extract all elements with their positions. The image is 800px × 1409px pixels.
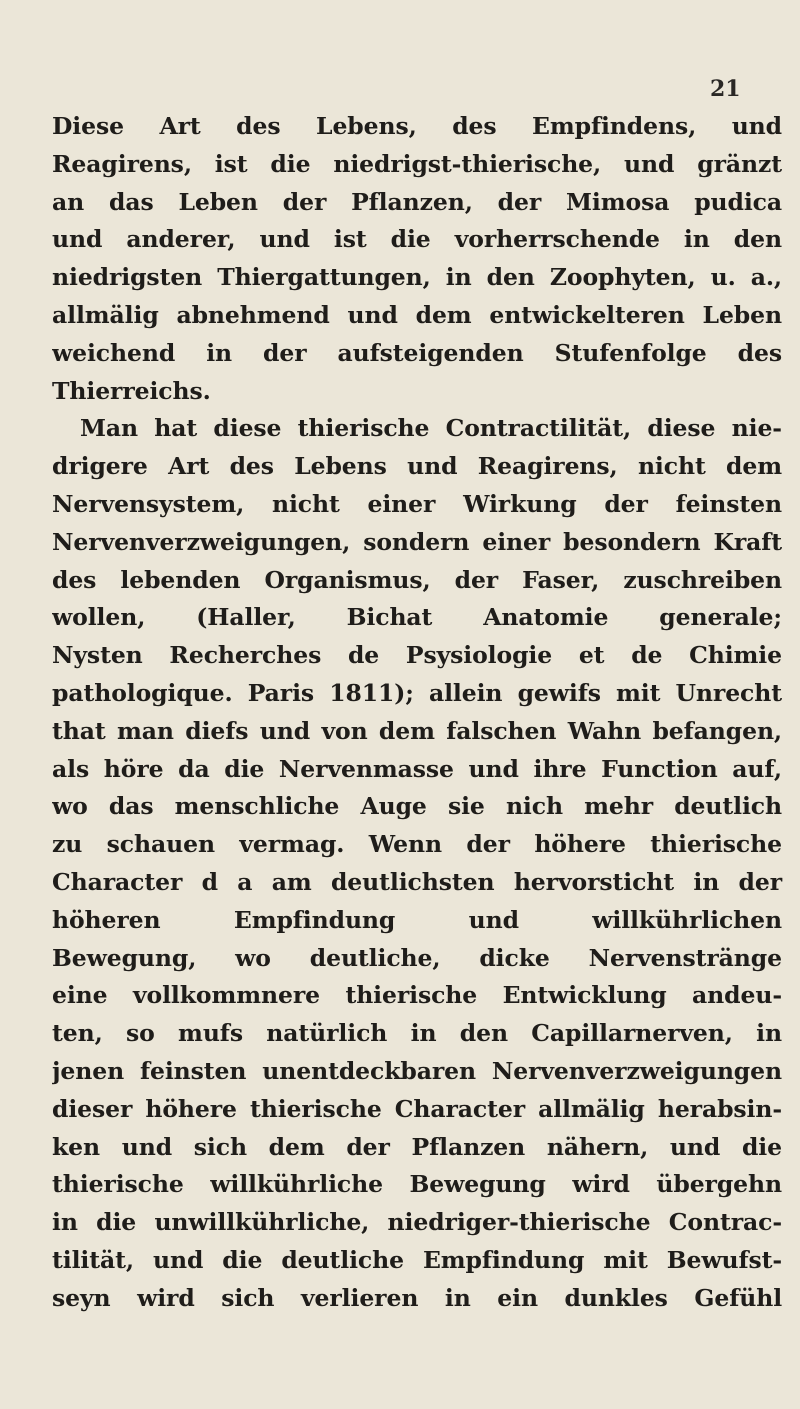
text-line [52,788,790,826]
text-line-content: ten, so mufs natürlich in den Capillarnerven, in [52,1019,782,1048]
text-line [52,599,790,637]
text-line-content: eine vollkommnere thierische Entwicklung andeu- [52,981,782,1010]
text-line [52,335,790,373]
text-line [52,184,790,222]
text-line-content: Reagirens, ist die niedrigst-thierische, und gränzt [52,149,782,178]
text-line [52,1053,790,1091]
text-line [52,1204,790,1242]
text-line [52,637,790,675]
text-line-content: seyn wird sich verlieren in ein dunkles Gefühl [52,1283,783,1312]
text-line [52,1166,790,1204]
text-line-content: tilität, und die deutliche Empfindung mit Bewufst- [52,1245,783,1274]
text-line [52,486,790,524]
text-line [52,1280,790,1318]
text-line [52,1242,790,1280]
text-line-content: an das Leben der Pflanzen, der Mimosa pudica [52,187,783,216]
text-line [52,940,790,978]
text-line-content: pathologique. Paris 1811); allein gewifs mit Unrecht [52,678,782,707]
text-line-content: Man hat diese thierische Contractilität, diese nie- [80,414,782,443]
text-line-content: Nervensystem, nicht einer Wirkung der feinsten [52,489,782,518]
text-line-content: Thierreichs. [52,376,211,405]
text-line-content: niedrigsten Thiergattungen, in den Zoophyten, u. a., [52,263,783,292]
text-line-content: jenen feinsten unentdeckbaren Nervenverzweigungen [52,1056,782,1085]
text-line-content: und anderer, und ist die vorherrschende in den [52,225,782,254]
text-line-content: Diese Art des Lebens, des Empfindens, und [52,112,782,140]
text-line [52,373,790,411]
text-line [52,1015,790,1053]
body-text [52,108,790,1318]
text-line [52,410,790,448]
text-line-content: wollen, (Haller, Bichat Anatomie generale; [52,603,782,632]
text-line [52,977,790,1015]
text-line-content: als höre da die Nervenmasse und ihre Function auf, [52,754,782,783]
text-line [52,1091,790,1129]
text-line-content: Character d a am deutlichsten hervorsticht in der [52,867,782,896]
text-line [52,675,790,713]
text-line-content: thierische willkührliche Bewegung wird übergehn [52,1170,782,1199]
text-line-content: des lebenden Organismus, der Faser, zuschreiben [52,565,783,594]
text-line [52,259,790,297]
text-line-content: wo das menschliche Auge sie nich mehr deutlich [52,792,782,821]
text-line [52,826,790,864]
text-line [52,562,790,600]
text-line-content: Bewegung, wo deutliche, dicke Nervenstränge [52,943,782,972]
page-number: 21 [710,76,741,102]
text-line-content: drigere Art des Lebens und Reagirens, nicht dem [52,452,782,481]
text-line-content: dieser höhere thierische Character allmälig herabsin- [52,1094,783,1123]
text-line-content: Nysten Recherches de Psysiologie et de Chimie [52,641,782,670]
text-line [52,902,790,940]
text-line [52,751,790,789]
text-line-content: allmälig abnehmend und dem entwickelteren Leben [52,300,782,329]
text-line-content: zu schauen vermag. Wenn der höhere thierische [52,830,782,859]
text-line [52,1129,790,1167]
text-line-content: weichend in der aufsteigenden Stufenfolge des [52,338,782,367]
text-line-content: ken und sich dem der Pflanzen nähern, und die [52,1132,782,1161]
text-line [52,713,790,751]
text-line [52,864,790,902]
text-line [52,448,790,486]
text-line-content: höheren Empfindung und willkührlichen [52,905,783,934]
text-line-content: in die unwillkührliche, niedriger-thierische Contrac- [52,1208,782,1237]
text-line-content: that man diefs und von dem falschen Wahn befangen, [52,716,783,745]
text-line [52,524,790,562]
text-line [52,297,790,335]
text-line [52,146,790,184]
text-line [52,108,790,146]
text-line-content: Nervenverzweigungen, sondern einer besondern Kraft [52,527,783,556]
text-line [52,221,790,259]
